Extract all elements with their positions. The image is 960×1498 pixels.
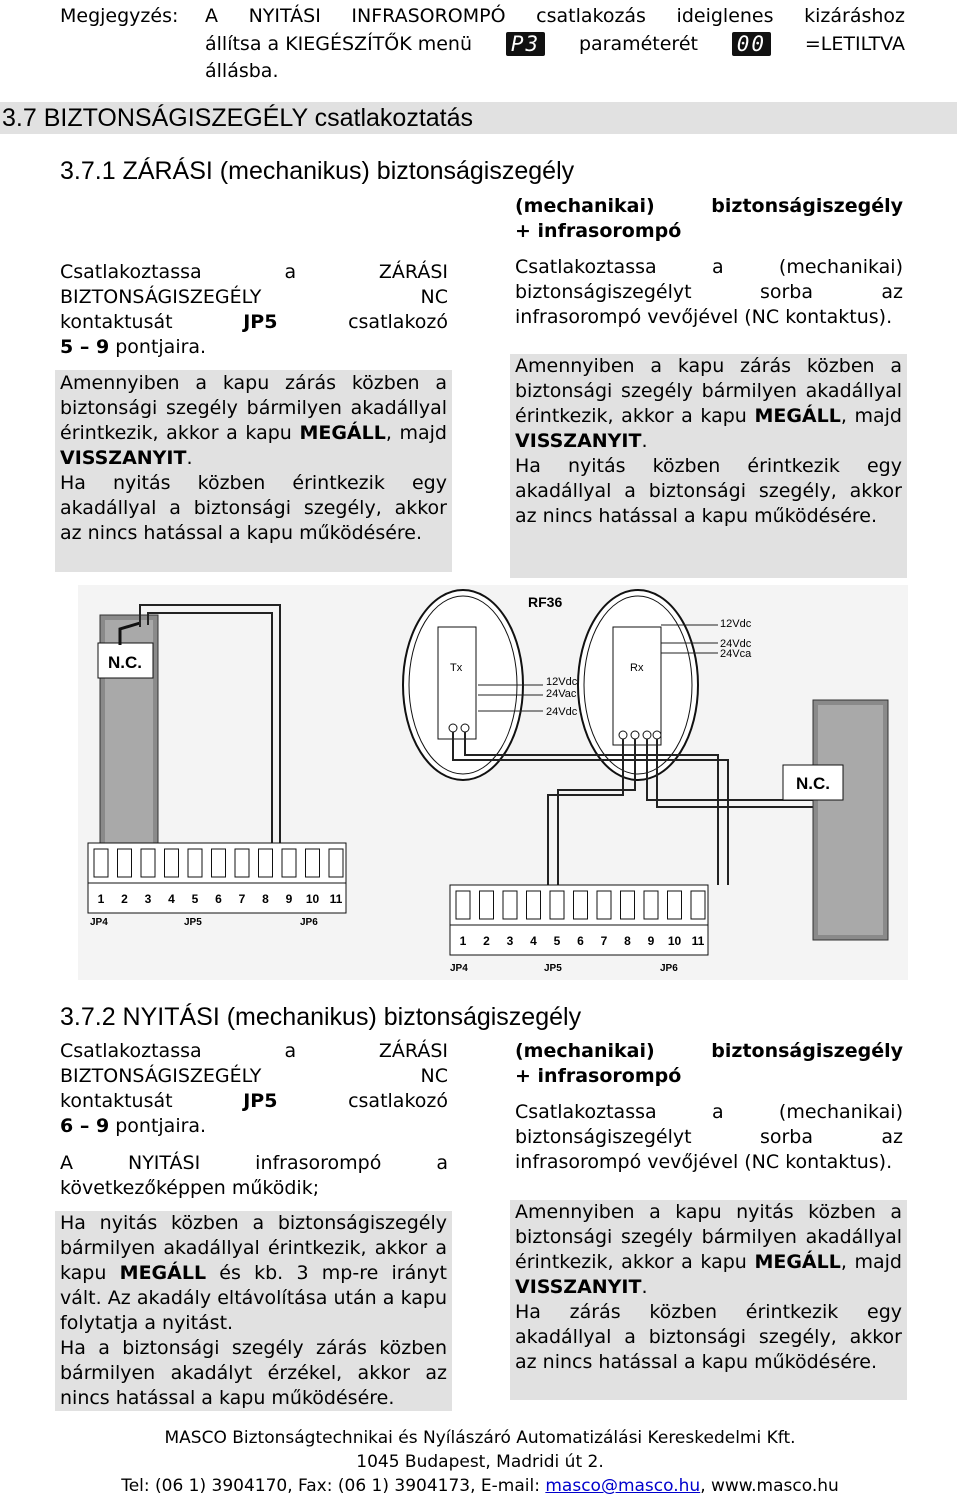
terminal-screw xyxy=(456,891,470,919)
terminal-screw xyxy=(550,891,564,919)
terminal-number: 4 xyxy=(168,892,175,906)
terminal-screw xyxy=(165,849,179,877)
terminal-screw xyxy=(527,891,541,919)
terminal-number: 3 xyxy=(506,934,514,948)
note xyxy=(60,4,905,84)
terminal-screw xyxy=(668,891,682,919)
s2-left-p2: A NYITÁSI infrasorompó a következőképpen működik; xyxy=(60,1152,448,1199)
email-link[interactable]: masco@masco.hu xyxy=(545,1476,701,1496)
terminal-screw xyxy=(597,891,611,919)
terminal-screw xyxy=(306,849,320,877)
nc-label-right: N.C. xyxy=(796,774,830,793)
terminal-number: 5 xyxy=(553,934,561,948)
s2-right-box: Amennyiben a kapu nyitás közben a biztonsági szegély bármilyen akadállyal érintkezik, akkor a kapu MEGÁLL, majd VISSZANYIT. Ha zárás közben érintkezik egy akadállyal a biztonsági szegély, akkor az nincs hatással a kapu működésére. xyxy=(510,1200,907,1400)
s1-left-intro xyxy=(60,260,448,360)
terminal-screw xyxy=(141,849,155,877)
svg-text:Tx: Tx xyxy=(450,662,463,674)
terminal-screw xyxy=(94,849,108,877)
terminal-number: 2 xyxy=(121,892,128,906)
svg-text:24Vdc: 24Vdc xyxy=(720,638,752,650)
subsection-title-2: 3.7.2 NYITÁSI (mechanikus) biztonságiszegély xyxy=(60,1003,582,1031)
wiring-diagram xyxy=(78,585,908,980)
s2-right-head: (mechanikai) biztonságiszegély + infrasorompó xyxy=(515,1040,903,1087)
terminal-screw xyxy=(691,891,705,919)
terminal-number: 10 xyxy=(667,934,682,948)
note-line1: A NYITÁSI INFRASOROMPÓ csatlakozás ideiglenes kizáráshoz xyxy=(205,5,905,27)
svg-text:JP5: JP5 xyxy=(544,963,562,974)
terminal-block-left xyxy=(88,843,346,913)
terminal-number: 1 xyxy=(97,892,105,906)
footer xyxy=(0,1426,960,1498)
note-prefix: Megjegyzés: xyxy=(60,5,179,27)
terminal-number: 6 xyxy=(577,934,584,948)
s2-left-box: Ha nyitás közben a biztonságiszegély bármilyen akadállyal érintkezik, akkor a kapu MEGÁLL és kb. 3 mp-re irányt vált. Az akadály eltávolítása után a kapu folytatja a nyitást. Ha a biztonsági szegély zárás közben bármilyen akadályt érzékel, akkor az nincs hatással a kapu működésére. xyxy=(55,1211,452,1411)
s2-left-intro: Csatlakoztassa a ZÁRÁSI BIZTONSÁGISZEGÉLY NC kontaktusát JP5 csatlakozó 6 – 9 pontjaira. xyxy=(60,1040,448,1137)
s1-left-box-rev: VISSZANYIT xyxy=(60,447,187,469)
svg-text:Rx: Rx xyxy=(630,662,644,674)
terminal-screw xyxy=(644,891,658,919)
note-line2-b: paraméterét xyxy=(578,32,698,55)
terminal-screw xyxy=(188,849,202,877)
svg-text:12Vdc: 12Vdc xyxy=(546,676,578,688)
s1-left-l3a: kontaktusát xyxy=(60,311,173,333)
terminal-screw xyxy=(503,891,517,919)
s1-left-l3c: csatlakozó xyxy=(348,311,448,333)
s1-left-box-2: Ha nyitás közben érintkezik egy akadállyal a biztonsági szegély, akkor az nincs hatással a kapu működésére. xyxy=(60,472,447,544)
s1-left-l2: BIZTONSÁGISZEGÉLY NC xyxy=(60,286,448,308)
rx-unit xyxy=(578,590,698,780)
terminal-screw xyxy=(480,891,494,919)
terminal-screw xyxy=(621,891,635,919)
terminal-screw xyxy=(212,849,226,877)
terminal-number: 11 xyxy=(329,892,343,906)
terminal-number: 8 xyxy=(624,934,631,948)
s1-right-head: (mechanikai) biztonságiszegély + infrasorompó xyxy=(515,195,903,242)
terminal-number: 9 xyxy=(285,892,293,906)
footer-address: 1045 Budapest, Madridi út 2. xyxy=(356,1452,604,1472)
s1-left-box-1: Amennyiben a kapu zárás közben a biztonsági szegély bármilyen akadállyal érintkezik, akkor a kapu xyxy=(60,372,447,444)
terminal-number: 10 xyxy=(305,892,320,906)
terminal-number: 11 xyxy=(691,934,705,948)
s1-right-p1: Csatlakoztassa a (mechanikai) biztonságiszegélyt sorba az infrasorompó vevőjével (NC kontaktus). xyxy=(515,256,903,328)
terminal-number: 7 xyxy=(238,892,246,906)
s1-left-l3b: JP5 xyxy=(243,311,278,333)
terminal-number: 1 xyxy=(459,934,467,948)
svg-text:JP6: JP6 xyxy=(300,917,318,928)
terminal-screw xyxy=(118,849,132,877)
svg-text:JP4: JP4 xyxy=(450,963,468,974)
s1-left-box: Amennyiben a kapu zárás közben a biztonsági szegély bármilyen akadállyal érintkezik, akkor a kapu MEGÁLL, majd VISSZANYIT. Ha nyitás közben érintkezik egy akadállyal a biztonsági szegély, akkor az nincs hatással a kapu működésére. xyxy=(55,370,452,572)
display-00-icon: 00 xyxy=(732,32,771,56)
note-line2-a: állítsa a KIEGÉSZÍTŐK menü xyxy=(205,32,473,55)
display-p3-icon: P3 xyxy=(506,32,545,56)
terminal-number: 3 xyxy=(144,892,152,906)
svg-text:12Vdc: 12Vdc xyxy=(720,618,752,630)
rf36-label: RF36 xyxy=(528,594,563,610)
section-title: 3.7 BIZTONSÁGISZEGÉLY csatlakoztatás xyxy=(0,102,957,134)
svg-text:JP6: JP6 xyxy=(660,963,678,974)
s1-left-l4a: 5 – 9 xyxy=(60,336,110,358)
terminal-screw xyxy=(259,849,273,877)
footer-contact: Tel: (06 1) 3904170, Fax: (06 1) 3904173, E-mail: masco@masco.hu, www.masco.hu xyxy=(121,1476,839,1496)
nc-label-left: N.C. xyxy=(108,653,142,672)
footer-company: MASCO Biztonságtechnikai és Nyílászáró Automatizálási Kereskedelmi Kft. xyxy=(164,1428,796,1448)
terminal-screw xyxy=(282,849,296,877)
subsection-title-1: 3.7.1 ZÁRÁSI (mechanikus) biztonságiszegély xyxy=(60,157,575,185)
terminal-number: 9 xyxy=(647,934,655,948)
terminal-screw xyxy=(235,849,249,877)
s1-left-l4b: pontjaira. xyxy=(115,336,207,358)
terminal-number: 7 xyxy=(600,934,608,948)
s2-right-p1: Csatlakoztassa a (mechanikai) biztonságiszegélyt sorba az infrasorompó vevőjével (NC kontaktus). xyxy=(515,1101,903,1173)
terminal-screw xyxy=(329,849,343,877)
svg-text:JP5: JP5 xyxy=(184,917,202,928)
terminal-number: 6 xyxy=(215,892,222,906)
svg-text:24Vca: 24Vca xyxy=(720,648,752,660)
note-line2-c: =LETILTVA xyxy=(804,32,905,55)
svg-text:24Vdc: 24Vdc xyxy=(546,706,578,718)
terminal-block-right xyxy=(450,885,708,955)
svg-text:JP4: JP4 xyxy=(90,917,108,928)
terminal-number: 2 xyxy=(483,934,490,948)
s1-right-box: Amennyiben a kapu zárás közben a biztonsági szegély bármilyen akadállyal érintkezik, akkor a kapu MEGÁLL, majd VISSZANYIT. Ha nyitás közben érintkezik egy akadállyal a biztonsági szegély, akkor az nincs hatással a kapu működésére. xyxy=(510,354,907,578)
terminal-number: 4 xyxy=(530,934,537,948)
s1-left-l1: Csatlakoztassa a ZÁRÁSI xyxy=(60,261,448,283)
svg-text:24Vac: 24Vac xyxy=(546,688,577,700)
terminal-number: 8 xyxy=(262,892,269,906)
terminal-number: 5 xyxy=(191,892,199,906)
s1-left-box-stop: MEGÁLL xyxy=(299,422,386,444)
terminal-screw xyxy=(574,891,588,919)
note-line3: állásba. xyxy=(205,60,279,82)
s1-right-box-2: Ha nyitás közben érintkezik egy akadállyal a biztonsági szegély, akkor az nincs hatással a kapu működésére. xyxy=(515,455,902,527)
